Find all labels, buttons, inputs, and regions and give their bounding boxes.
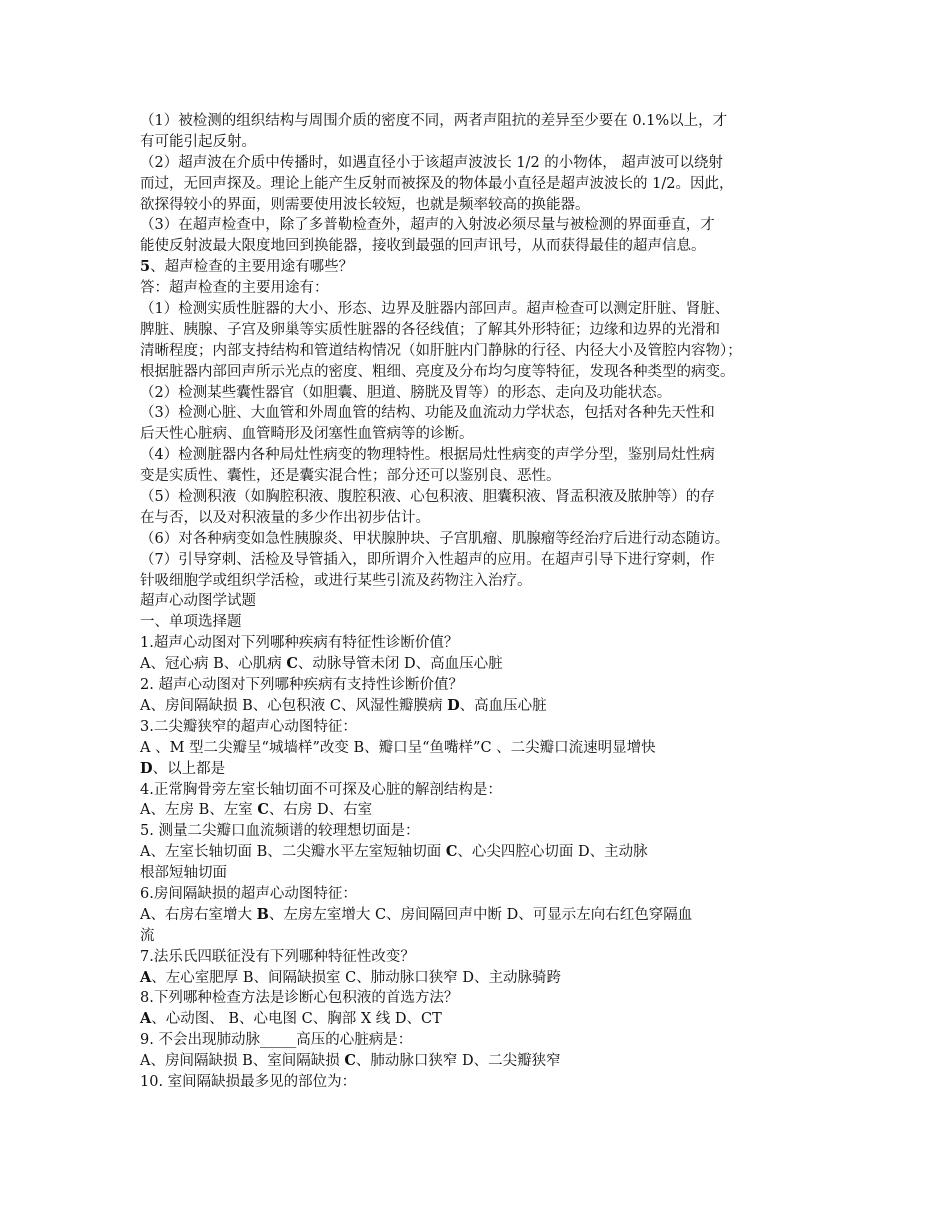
text-line: [140, 215, 810, 236]
text-run: 根部短轴切面: [140, 865, 227, 882]
text-line: [140, 195, 810, 216]
text-run: 有可能引起反射。: [140, 133, 256, 150]
text-line: [140, 717, 810, 738]
text-line: [140, 863, 810, 884]
text-run: 、左心室肥厚 B、间隔缺损室 C、肺动脉口狭窄 D、主动脉骑跨: [151, 969, 561, 986]
text-run: 能使反射波最大限度地回到换能器，接收到最强的回声讯号，从而获得最佳的超声信息。: [140, 238, 706, 255]
text-run: 欲探得较小的界面，则需要使用波长较短，也就是频率较高的换能器。: [140, 196, 590, 213]
text-line: [140, 696, 810, 717]
text-line: [140, 257, 810, 278]
text-line: [140, 153, 810, 174]
text-line: [140, 780, 810, 801]
text-line: [140, 612, 810, 633]
text-line: [140, 759, 810, 780]
text-run: 、心动图、 B、心电图 C、胸部 X 线 D、CT: [151, 1011, 442, 1028]
text-run: 2. 超声心动图对下列哪种疾病有支持性诊断价值？: [140, 677, 463, 694]
text-run: （3）在超声检查中，除了多普勒检查外，超声的入射波必须尽量与被检测的界面垂直，才: [140, 217, 715, 234]
text-line: [140, 1030, 810, 1051]
bold-answer-text: D: [447, 696, 460, 714]
text-run: （4）检测脏器内各种局灶性病变的物理特性。根据局灶性病变的声学分型，鉴别局灶性病: [140, 447, 715, 464]
text-run: （3）检测心脏、大血管和外周血管的结构、功能及血流动力学状态，包括对各种先天性和: [140, 405, 715, 422]
text-run: A、左房 B、左室: [140, 802, 258, 819]
text-run: 在与否，以及对积液量的多少作出初步估计。: [140, 509, 430, 526]
text-run: A、房间隔缺损 B、心包积液 C、风湿性瓣膜病: [140, 697, 448, 714]
text-run: A、冠心病 B、心肌病: [140, 656, 287, 673]
text-run: 6.房间隔缺损的超声心动图特征：: [140, 885, 357, 902]
text-line: [140, 1072, 810, 1093]
text-line: [140, 341, 810, 362]
text-run: 流: [140, 927, 155, 944]
text-run: 、动脉导管未闭 D、高血压心脏: [297, 656, 503, 673]
text-run: （6）对各种病变如急性胰腺炎、甲状腺肿块、子宫肌瘤、肌腺瘤等经治疗后进行动态随访。: [140, 530, 730, 547]
text-run: 3.二尖瓣狭窄的超声心动图特征：: [140, 718, 357, 735]
text-run: 7.法乐氏四联征没有下列哪种特征性改变？: [140, 948, 415, 965]
text-line: [140, 362, 810, 383]
bold-answer-text: C: [257, 801, 269, 819]
text-run: 脾脏、胰腺、子宫及卵巢等实质性脏器的各径线值；了解其外形特征；边缘和边界的光滑和: [140, 321, 720, 338]
text-line: [140, 884, 810, 905]
text-run: 、心尖四腔心切面 D、主动脉: [457, 844, 648, 861]
text-line: [140, 299, 810, 320]
text-line: [140, 633, 810, 654]
text-run: （2）超声波在介质中传播时，如遇直径小于该超声波波长 1/2 的小物体， 超声波可以绕射: [140, 154, 723, 171]
text-line: [140, 550, 810, 571]
text-line: [140, 132, 810, 153]
text-run: 、超声检查的主要用途有哪些？: [150, 259, 354, 276]
bold-answer-text: B: [256, 905, 269, 923]
text-run: 、高血压心脏: [459, 697, 547, 714]
text-line: [140, 466, 810, 487]
text-run: A、右房右室增大: [140, 906, 257, 923]
text-line: [140, 821, 810, 842]
bold-answer-text: C: [286, 655, 298, 673]
text-line: [140, 403, 810, 424]
text-run: 、以上都是: [152, 760, 226, 777]
text-run: （5）检测积液（如胸腔积液、腹腔积液、心包积液、胆囊积液、肾盂积液及脓肿等）的存: [140, 489, 715, 506]
text-line: [140, 236, 810, 257]
text-run: 、左房左室增大 C、房间隔回声中断 D、可显示左向右红色穿隔血: [268, 906, 693, 923]
text-run: （2）检测某些囊性器官（如胆囊、胆道、膀胱及胃等）的形态、走向及功能状态。: [140, 384, 672, 401]
text-line: [140, 487, 810, 508]
text-run: （1）检测实质性脏器的大小、形态、边界及脏器内部回声。超声检查可以测定肝脏、肾脏、: [140, 301, 730, 318]
text-run: 答：超声检查的主要用途有：: [140, 280, 329, 297]
text-line: [140, 654, 810, 675]
bold-answer-text: A: [140, 968, 152, 986]
text-line: [140, 842, 810, 863]
text-run: 、肺动脉口狭窄 D、二尖瓣狭窄: [355, 1053, 561, 1070]
bold-answer-text: A: [140, 1010, 152, 1028]
text-line: [140, 738, 810, 759]
text-line: [140, 968, 810, 989]
text-run: A、左室长轴切面 B、二尖瓣水平左室短轴切面: [140, 844, 446, 861]
text-line: [140, 174, 810, 195]
text-line: [140, 320, 810, 341]
text-run: 变是实质性、囊性，还是囊实混合性；部分还可以鉴别良、恶性。: [140, 468, 561, 485]
text-run: 后天性心脏病、血管畸形及闭塞性血管病等的诊断。: [140, 426, 474, 443]
text-line: [140, 424, 810, 445]
text-line: [140, 571, 810, 592]
text-run: A、房间隔缺损 B、室间隔缺损: [140, 1053, 345, 1070]
text-line: [140, 445, 810, 466]
text-run: 8.下列哪种检查方法是诊断心包积液的首选方法？: [140, 990, 459, 1007]
text-line: [140, 947, 810, 968]
text-run: 一、单项选择题: [140, 614, 242, 631]
bold-answer-text: D: [140, 759, 153, 777]
text-line: [140, 591, 810, 612]
text-run: 5. 测量二尖瓣口血流频谱的较理想切面是：: [140, 823, 420, 840]
bold-answer-text: C: [344, 1052, 356, 1070]
document-body: [140, 111, 810, 1093]
text-run: 清晰程度；内部支持结构和管道结构情况（如肝脏内门静脉的行径、内径大小及管腔内容物）；: [140, 342, 742, 359]
text-line: [140, 508, 810, 529]
text-run: 针吸细胞学或组织学活检，或进行某些引流及药物注入治疗。: [140, 572, 532, 589]
text-line: [140, 926, 810, 947]
text-line: [140, 800, 810, 821]
text-line: [140, 675, 810, 696]
text-run: 超声心动图学试题: [140, 593, 256, 610]
text-line: [140, 1051, 810, 1072]
text-run: （7）引导穿刺、活检及导管插入，即所谓介入性超声的应用。在超声引导下进行穿刺，作: [140, 551, 715, 568]
bold-answer-text: C: [445, 843, 458, 861]
text-run: 、右房 D、右室: [268, 802, 373, 819]
text-run: A 、M 型二尖瓣呈“城墙样”改变 B、瓣口呈“鱼嘴样”C 、二尖瓣口流速明显增快: [140, 739, 656, 756]
bold-answer-text: 5: [140, 258, 151, 276]
text-run: 而过，无回声探及。理论上能产生反射而被探及的物体最小直径是超声波波长的 1/2。因此，: [140, 175, 734, 192]
text-line: [140, 988, 810, 1009]
text-line: [140, 1009, 810, 1030]
text-line: [140, 383, 810, 404]
text-line: [140, 529, 810, 550]
text-run: 10. 室间隔缺损最多见的部位为：: [140, 1073, 357, 1090]
text-run: 4.正常胸骨旁左室长轴切面不可探及心脏的解剖结构是：: [140, 781, 502, 798]
text-run: 1.超声心动图对下列哪种疾病有特征性诊断价值？: [140, 635, 459, 652]
text-run: （1）被检测的组织结构与周围介质的密度不同，两者声阻抗的差异至少要在 0.1%以上，才: [140, 113, 728, 129]
text-line: [140, 278, 810, 299]
text-run: 9. 不会出现肺动脉_____高压的心脏病是：: [140, 1032, 413, 1049]
text-line: [140, 111, 810, 132]
text-line: [140, 905, 810, 926]
text-run: 根据脏器内部回声所示光点的密度、粗细、亮度及分布均匀度等特征，发现各种类型的病变。: [140, 363, 735, 380]
